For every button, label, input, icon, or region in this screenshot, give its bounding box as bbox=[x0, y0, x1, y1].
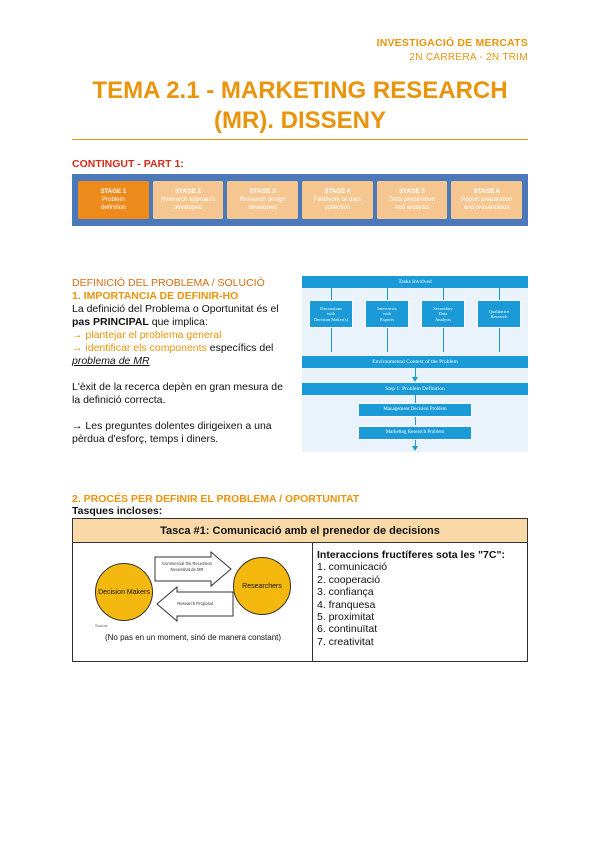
connector bbox=[387, 328, 388, 352]
connector bbox=[331, 328, 332, 352]
stage-line: Data preparation bbox=[388, 196, 436, 203]
stage-2 bbox=[153, 181, 224, 219]
decision-makers-circle: Decision Makers bbox=[95, 563, 153, 621]
stage-name: STAGE 4 bbox=[324, 188, 351, 195]
box-line: Data bbox=[438, 311, 448, 317]
course-name: INVESTIGACIÓ DE MERCATS bbox=[376, 37, 528, 49]
list-item: 3. confiança bbox=[317, 586, 374, 599]
task-box-qualitative bbox=[477, 300, 521, 328]
success-paragraph: L'èxit de la recerca depèn en gran mesura de la definició correcta. bbox=[72, 381, 283, 406]
definition-body bbox=[72, 303, 294, 459]
stage-line: Problem bbox=[101, 196, 125, 203]
stage-line: Research design bbox=[239, 196, 286, 203]
arrow-top-label bbox=[159, 561, 215, 573]
source-label: Source bbox=[95, 623, 108, 628]
stage-name: STAGE 5 bbox=[399, 188, 426, 195]
connector bbox=[415, 395, 416, 403]
text-run: que implica: bbox=[148, 316, 208, 328]
stage-line: and analysis bbox=[394, 204, 430, 211]
text-orange: → identificar els components bbox=[72, 342, 207, 354]
course-subtitle: 2N CARRERA - 2N TRIM bbox=[409, 52, 528, 63]
box-line: Interviews bbox=[377, 305, 397, 311]
list-item: 2. cooperació bbox=[317, 573, 381, 586]
stage-line: Research approach bbox=[161, 196, 216, 203]
box-line: Experts bbox=[379, 316, 395, 322]
box-line: with bbox=[326, 311, 336, 317]
task-table-header: Tasca #1: Comunicació amb el prenedor de decisions bbox=[73, 519, 527, 543]
tasks-label: Tasques incloses: bbox=[72, 505, 163, 517]
task-table-body bbox=[73, 543, 527, 661]
stage-name: STAGE 1 bbox=[100, 188, 127, 195]
environmental-context-bar: Environmental Context of the Problem bbox=[302, 356, 528, 368]
box-line: Decision Maker(s) bbox=[313, 316, 349, 322]
stage-5 bbox=[377, 181, 448, 219]
marketing-research-box: Marketing Research Problem bbox=[358, 426, 472, 440]
importance-subheading: 1. IMPORTANCIA DE DEFINIR-HO bbox=[72, 290, 239, 302]
arrow-down-icon bbox=[412, 377, 418, 382]
task-box-secondary-data bbox=[421, 300, 465, 328]
list-item: 6. continuïtat bbox=[317, 623, 378, 636]
list-item: 5. proximitat bbox=[317, 611, 375, 624]
stage-4 bbox=[302, 181, 373, 219]
contents-heading: CONTINGUT - PART 1: bbox=[72, 158, 184, 170]
box-line: Secondary bbox=[433, 305, 453, 311]
definition-heading: DEFINICIÓ DEL PROBLEMA / SOLUCIÓ bbox=[72, 277, 265, 289]
title-line-2: (MR). DISSENY bbox=[213, 107, 386, 134]
box-line: Qualitative bbox=[488, 308, 510, 314]
stage-6 bbox=[451, 181, 522, 219]
bullet-components bbox=[72, 342, 294, 368]
stage-line: collection bbox=[324, 204, 351, 211]
problem-definition-diagram bbox=[302, 276, 528, 452]
box-line: with bbox=[382, 311, 392, 317]
management-decision-box: Management Decision Problem bbox=[358, 403, 472, 417]
stage-line: developed bbox=[248, 204, 277, 211]
arrow-bottom-label: Research Proposal bbox=[177, 601, 213, 606]
task-box-discussions bbox=[309, 300, 353, 328]
constant-note: (No pas en un moment, sinó de manera constant) bbox=[104, 633, 282, 642]
title-line-1: TEMA 2.1 - MARKETING RESEARCH bbox=[92, 77, 508, 104]
text-underlined: problema de MR bbox=[72, 355, 150, 367]
text-bold: pas PRINCIPAL bbox=[72, 316, 149, 328]
arrow-top-line: Necessitat de MR bbox=[170, 567, 204, 572]
connector bbox=[499, 328, 500, 352]
list-item: 1. comunicació bbox=[317, 561, 388, 574]
box-line: Analysis bbox=[434, 316, 452, 322]
text-run: específics del bbox=[206, 342, 274, 354]
stage-line: Fieldwork or data bbox=[313, 196, 362, 203]
stage-name: STAGE 2 bbox=[175, 188, 202, 195]
bad-questions-paragraph: → Les preguntes dolentes dirigeixen a una pèrdua d'esforç, temps i diners. bbox=[72, 420, 272, 445]
seven-c-title: Interaccions fructíferes sota les "7C": bbox=[317, 549, 505, 561]
stage-3 bbox=[227, 181, 298, 219]
arrow-down-icon bbox=[412, 446, 418, 451]
list-item: 7. creativitat bbox=[317, 635, 374, 648]
stages-banner bbox=[72, 174, 528, 226]
box-line: Research bbox=[490, 314, 508, 319]
step1-bar: Step 1: Problem Definition bbox=[302, 383, 528, 395]
arrow-top-line: Commercial the Recession bbox=[161, 561, 213, 566]
stage-line: developed bbox=[173, 204, 203, 211]
stage-line: and presentation bbox=[463, 204, 510, 211]
stage-name: STAGE 6 bbox=[473, 188, 500, 195]
stage-line: definition bbox=[100, 204, 126, 211]
definition-paragraph bbox=[72, 303, 294, 329]
bullet-general-problem: → plantejar el problema general bbox=[72, 329, 222, 341]
page-title bbox=[72, 76, 528, 136]
connector bbox=[443, 328, 444, 352]
process-heading: 2. PROCÉS PER DEFINIR EL PROBLEMA / OPORTUNITAT bbox=[72, 493, 360, 505]
connector bbox=[415, 417, 416, 425]
box-line: Discussions bbox=[320, 305, 342, 311]
title-divider bbox=[72, 139, 528, 140]
task-box-interviews bbox=[365, 300, 409, 328]
task-table bbox=[72, 518, 528, 662]
communication-diagram bbox=[73, 543, 313, 661]
text-run: La definició del Problema o Oportunitat és el bbox=[72, 303, 279, 315]
list-item: 4. franquesa bbox=[317, 598, 376, 611]
stage-name: STAGE 3 bbox=[249, 188, 276, 195]
stage-1 bbox=[78, 181, 149, 219]
tasks-involved-bar: Tasks Involved bbox=[302, 276, 528, 288]
seven-c-list bbox=[313, 543, 527, 661]
researchers-circle: Researchers bbox=[233, 557, 291, 615]
stage-line: Report preparation bbox=[460, 196, 513, 203]
